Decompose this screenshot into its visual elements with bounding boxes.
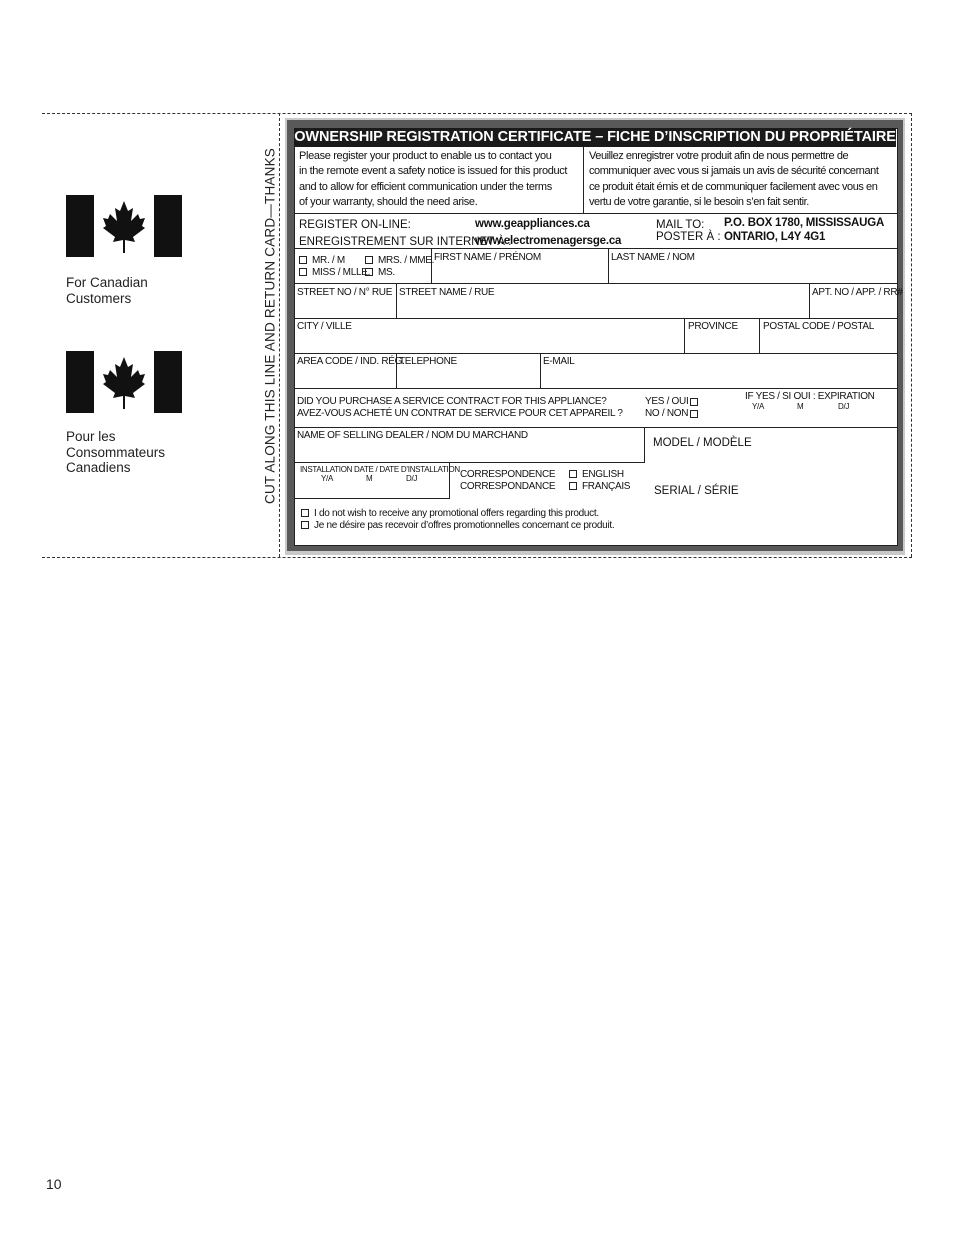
dealer-field[interactable]: NAME OF SELLING DEALER / NOM DU MARCHAND <box>297 430 528 441</box>
install-year[interactable]: Y/A <box>321 474 333 483</box>
register-online-label: REGISTER ON-LINE: <box>299 219 411 231</box>
mail-address-line-1: P.O. BOX 1780, MISSISSAUGA <box>724 217 885 229</box>
checkbox-icon <box>299 268 307 276</box>
register-online-url[interactable]: www.geappliances.ca <box>475 218 590 230</box>
title-mr-option[interactable]: MR. / M <box>299 255 345 267</box>
area-code-field[interactable]: AREA CODE / IND. RÉG. <box>297 356 405 367</box>
service-question-en: DID YOU PURCHASE A SERVICE CONTRACT FOR THIS APPLIANCE? <box>297 396 607 407</box>
optout-en-option[interactable]: I do not wish to receive any promotional offers regarding this product. <box>301 508 599 520</box>
postal-code-field[interactable]: POSTAL CODE / POSTAL <box>763 321 875 332</box>
title-ms-option[interactable]: MS. <box>365 267 395 279</box>
correspondence-fr: CORRESPONDANCE <box>460 481 556 492</box>
service-question-fr: AVEZ-VOUS ACHETÉ UN CONTRAT DE SERVICE POUR CET APPAREIL ? <box>297 408 623 419</box>
flag-caption-en: For Canadian Customers <box>66 275 148 306</box>
intro-en: Please register your product to enable us to contact you in the remote event a safety notice is issued for this product and to allow for efficient communication under the terms of your warranty, should the need arise. <box>299 150 568 209</box>
expiration-day[interactable]: D/J <box>838 402 850 411</box>
service-no-label: NO / NON <box>645 408 689 419</box>
correspondence-en: CORRESPONDENCE <box>460 469 556 480</box>
optout-fr-option[interactable]: Je ne désire pas recevoir d’offres promotionnelles concernant ce produit. <box>301 520 614 532</box>
install-month[interactable]: M <box>366 474 373 483</box>
install-day[interactable]: D/J <box>406 474 418 483</box>
checkbox-icon <box>301 521 309 529</box>
register-online-fr-url[interactable]: www.electromenagersge.ca <box>475 235 622 247</box>
english-option[interactable]: ENGLISH <box>569 469 624 481</box>
expiration-label: IF YES / SI OUI : EXPIRATION <box>745 391 875 402</box>
title-mrs-option[interactable]: MRS. / MME. <box>365 255 434 267</box>
cut-instruction: CUT ALONG THIS LINE AND RETURN CARD—THANKS <box>262 148 278 504</box>
cut-line-top <box>42 113 912 114</box>
flag-caption-fr: Pour les Consommateurs Canadiens <box>66 429 166 475</box>
street-no-field[interactable]: STREET NO / N° RUE <box>297 287 393 298</box>
french-option[interactable]: FRANÇAIS <box>569 481 630 493</box>
model-field[interactable]: MODEL / MODÈLE <box>653 437 752 449</box>
checkbox-icon <box>365 268 373 276</box>
service-yes-checkbox[interactable] <box>690 398 698 406</box>
first-name-field[interactable]: FIRST NAME / PRÉNOM <box>434 252 541 263</box>
apt-field[interactable]: APT. NO / APP. / RR# <box>812 287 903 298</box>
expiration-year[interactable]: Y/A <box>752 402 764 411</box>
email-field[interactable]: E-MAIL <box>543 356 575 367</box>
mail-address-line-2: ONTARIO, L4Y 4G1 <box>724 231 826 243</box>
service-yes-label: YES / OUI <box>645 396 689 407</box>
card-title: OWNERSHIP REGISTRATION CERTIFICATE – FICHE D’INSCRIPTION DU PROPRIÉTAIRE <box>294 129 896 145</box>
city-field[interactable]: CITY / VILLE <box>297 321 352 332</box>
canada-flag-icon <box>66 195 182 257</box>
checkbox-icon <box>299 256 307 264</box>
intro-fr: Veuillez enregistrer votre produit afin de nous permettre de communiquer avec vous si jamais un avis de sécurité concernant ce produit était émis et de communiquer facilement avec vous en vertu de votre garantie, si le besoin s’en fait sentir. <box>589 150 879 209</box>
canada-flag-icon <box>66 351 182 413</box>
mail-to-label: MAIL TO: <box>656 219 705 231</box>
service-no-checkbox[interactable] <box>690 410 698 418</box>
cut-line-right <box>911 113 912 557</box>
last-name-field[interactable]: LAST NAME / NOM <box>611 252 695 263</box>
province-field[interactable]: PROVINCE <box>688 321 738 332</box>
checkbox-icon <box>301 509 309 517</box>
checkbox-icon <box>569 470 577 478</box>
register-online-fr-label: ENREGISTREMENT SUR INTERNET À : <box>299 236 512 248</box>
cut-line-middle <box>279 113 280 557</box>
checkbox-icon <box>569 482 577 490</box>
telephone-field[interactable]: TELEPHONE <box>399 356 457 367</box>
poster-a-label: POSTER À : <box>656 231 721 243</box>
page-number: 10 <box>46 1176 62 1192</box>
cut-line-bottom <box>42 557 912 558</box>
install-date-label: INSTALLATION DATE / DATE D’INSTALLATION <box>300 465 460 474</box>
checkbox-icon <box>365 256 373 264</box>
serial-field[interactable]: SERIAL / SÉRIE <box>654 485 739 497</box>
street-name-field[interactable]: STREET NAME / RUE <box>399 287 495 298</box>
title-miss-option[interactable]: MISS / MLLE. <box>299 267 370 279</box>
expiration-month[interactable]: M <box>797 402 804 411</box>
